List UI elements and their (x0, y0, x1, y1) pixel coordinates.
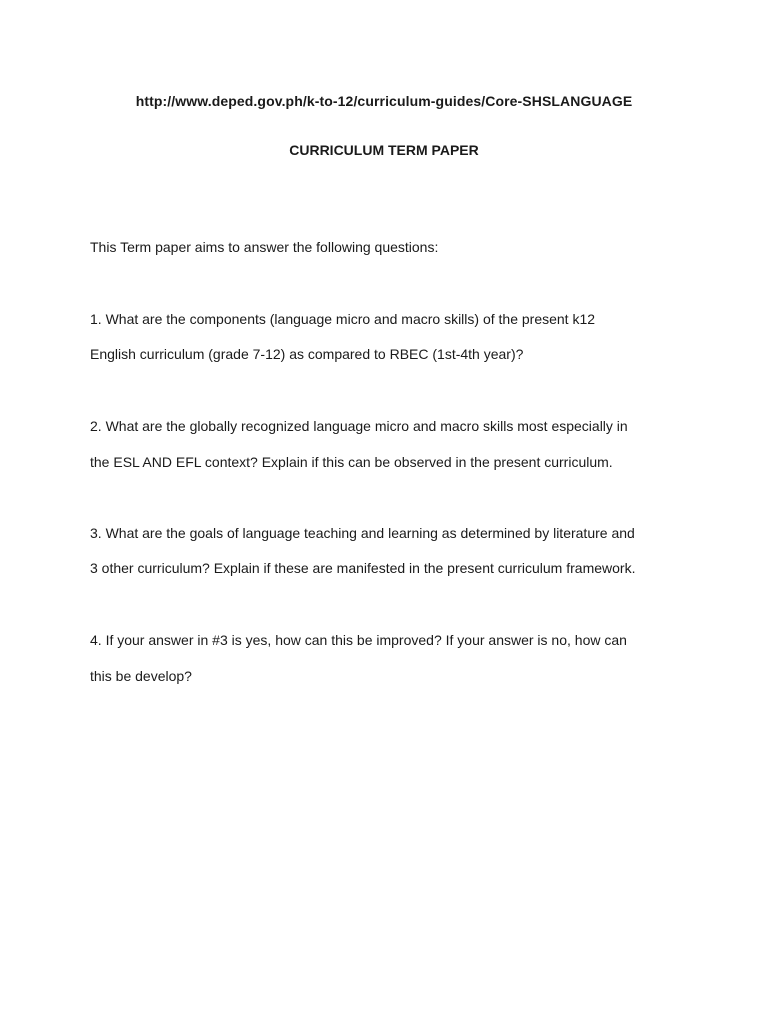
source-url: http://www.deped.gov.ph/k-to-12/curriculum-guides/Core-SHSLANGUAGE (135, 93, 633, 109)
question-4-line-1: 4. If your answer in #3 is yes, how can this be improved? If your answer is no, how can (90, 632, 627, 648)
question-3-line-2: 3 other curriculum? Explain if these are manifested in the present curriculum framework. (90, 560, 636, 576)
question-2-line-2: the ESL AND EFL context? Explain if this can be observed in the present curriculum. (90, 454, 613, 470)
document-title: CURRICULUM TERM PAPER (289, 142, 479, 158)
question-1-line-2: English curriculum (grade 7-12) as compared to RBEC (1st-4th year)? (90, 346, 524, 362)
intro-text: This Term paper aims to answer the following questions: (90, 239, 439, 255)
question-2-line-1: 2. What are the globally recognized language micro and macro skills most especially in (90, 418, 628, 434)
question-3-line-1: 3. What are the goals of language teaching and learning as determined by literature and (90, 525, 635, 541)
question-4-line-2: this be develop? (90, 668, 192, 684)
question-1-line-1: 1. What are the components (language micro and macro skills) of the present k12 (90, 311, 596, 327)
